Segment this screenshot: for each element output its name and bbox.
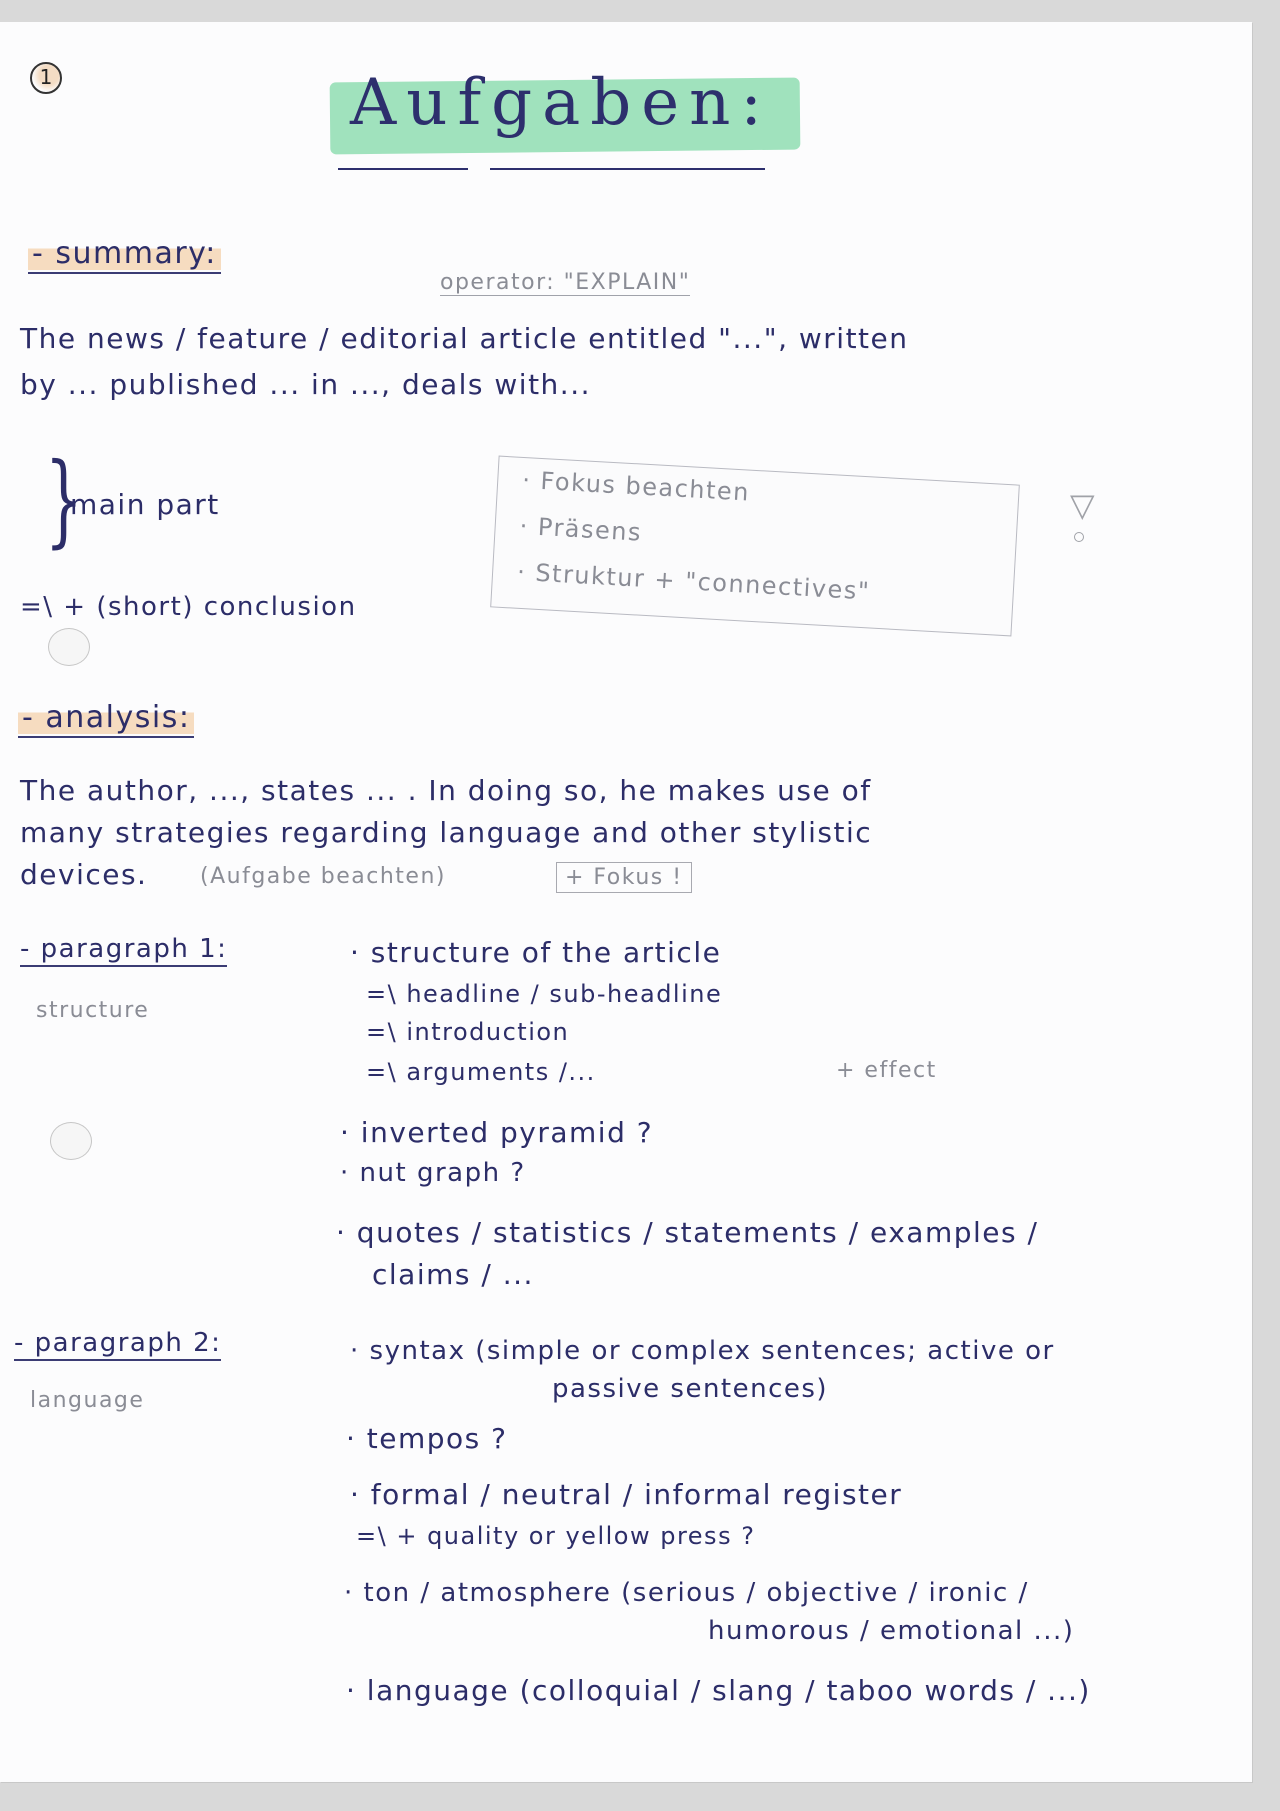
p2-item-6: · ton / atmosphere (serious / objective / ironic / xyxy=(344,1578,1029,1608)
p1-item-3: =\ introduction xyxy=(366,1018,570,1046)
paragraph2-heading: - paragraph 2: xyxy=(14,1328,221,1361)
summary-line-2: by ... published ... in ..., deals with... xyxy=(20,368,591,401)
summary-heading: - summary: xyxy=(28,236,221,274)
summary-line-1: The news / feature / editorial article entitled "...", written xyxy=(20,322,909,355)
main-part-label: main part xyxy=(70,488,220,521)
page-title: Aufgaben: xyxy=(350,66,772,140)
title-block xyxy=(330,62,810,162)
p1-item-4: =\ arguments /... xyxy=(366,1058,596,1086)
summary-heading-wrap xyxy=(28,236,221,271)
p2-item-8: · language (colloquial / slang / taboo words / ...) xyxy=(346,1674,1091,1707)
paragraph2-heading-wrap xyxy=(14,1328,221,1358)
p2-item-3: · tempos ? xyxy=(346,1422,508,1455)
paragraph1-heading: - paragraph 1: xyxy=(20,934,227,967)
analysis-note: (Aufgabe beachten) xyxy=(200,864,446,889)
effect-note: + effect xyxy=(836,1058,937,1083)
focus-note-3: · Struktur + "connectives" xyxy=(516,557,872,606)
paragraph1-heading-wrap xyxy=(20,934,227,964)
title-underline-right xyxy=(490,168,765,170)
punch-hole-1 xyxy=(48,628,90,666)
focus-note-1: · Fokus beachten xyxy=(521,465,751,507)
focus-note-2: · Präsens xyxy=(518,511,643,547)
p2-item-5: =\ + quality or yellow press ? xyxy=(356,1522,756,1550)
p1-item-5: · inverted pyramid ? xyxy=(340,1116,654,1149)
p1-item-7: · quotes / statistics / statements / examples / xyxy=(336,1216,1039,1249)
brace-glyph: } xyxy=(44,441,83,558)
analysis-line-2: many strategies regarding language and other stylistic xyxy=(20,816,873,849)
p1-item-8: claims / ... xyxy=(372,1258,534,1291)
p1-item-6: · nut graph ? xyxy=(340,1158,526,1188)
paragraph2-sub: language xyxy=(30,1388,145,1413)
analysis-line-1: The author, ..., states ... . In doing so, he makes use of xyxy=(20,774,872,807)
notebook-page xyxy=(0,22,1252,1782)
p1-item-1: · structure of the article xyxy=(350,936,722,969)
title-underline-left xyxy=(338,168,468,170)
fokus-box: + Fokus ! xyxy=(556,862,692,893)
p2-item-1: · syntax (simple or complex sentences; active or xyxy=(350,1336,1055,1366)
analysis-heading-wrap xyxy=(18,700,194,735)
analysis-heading: - analysis: xyxy=(18,700,194,738)
punch-hole-2 xyxy=(50,1122,92,1160)
warning-icon: ▽ xyxy=(1070,486,1095,524)
p2-item-4: · formal / neutral / informal register xyxy=(350,1478,903,1511)
p2-item-7: humorous / emotional ...) xyxy=(708,1616,1075,1646)
page-number: 1 xyxy=(30,62,62,94)
p1-item-2: =\ headline / sub-headline xyxy=(366,980,723,1008)
paragraph1-sub: structure xyxy=(36,998,150,1023)
operator-note: operator: "EXPLAIN" xyxy=(440,270,691,295)
warning-dot-icon xyxy=(1074,532,1084,542)
analysis-line-3: devices. xyxy=(20,858,148,891)
conclusion-line: =\ + (short) conclusion xyxy=(20,592,357,622)
p2-item-2: passive sentences) xyxy=(552,1374,829,1404)
focus-notes-box xyxy=(490,456,1020,637)
